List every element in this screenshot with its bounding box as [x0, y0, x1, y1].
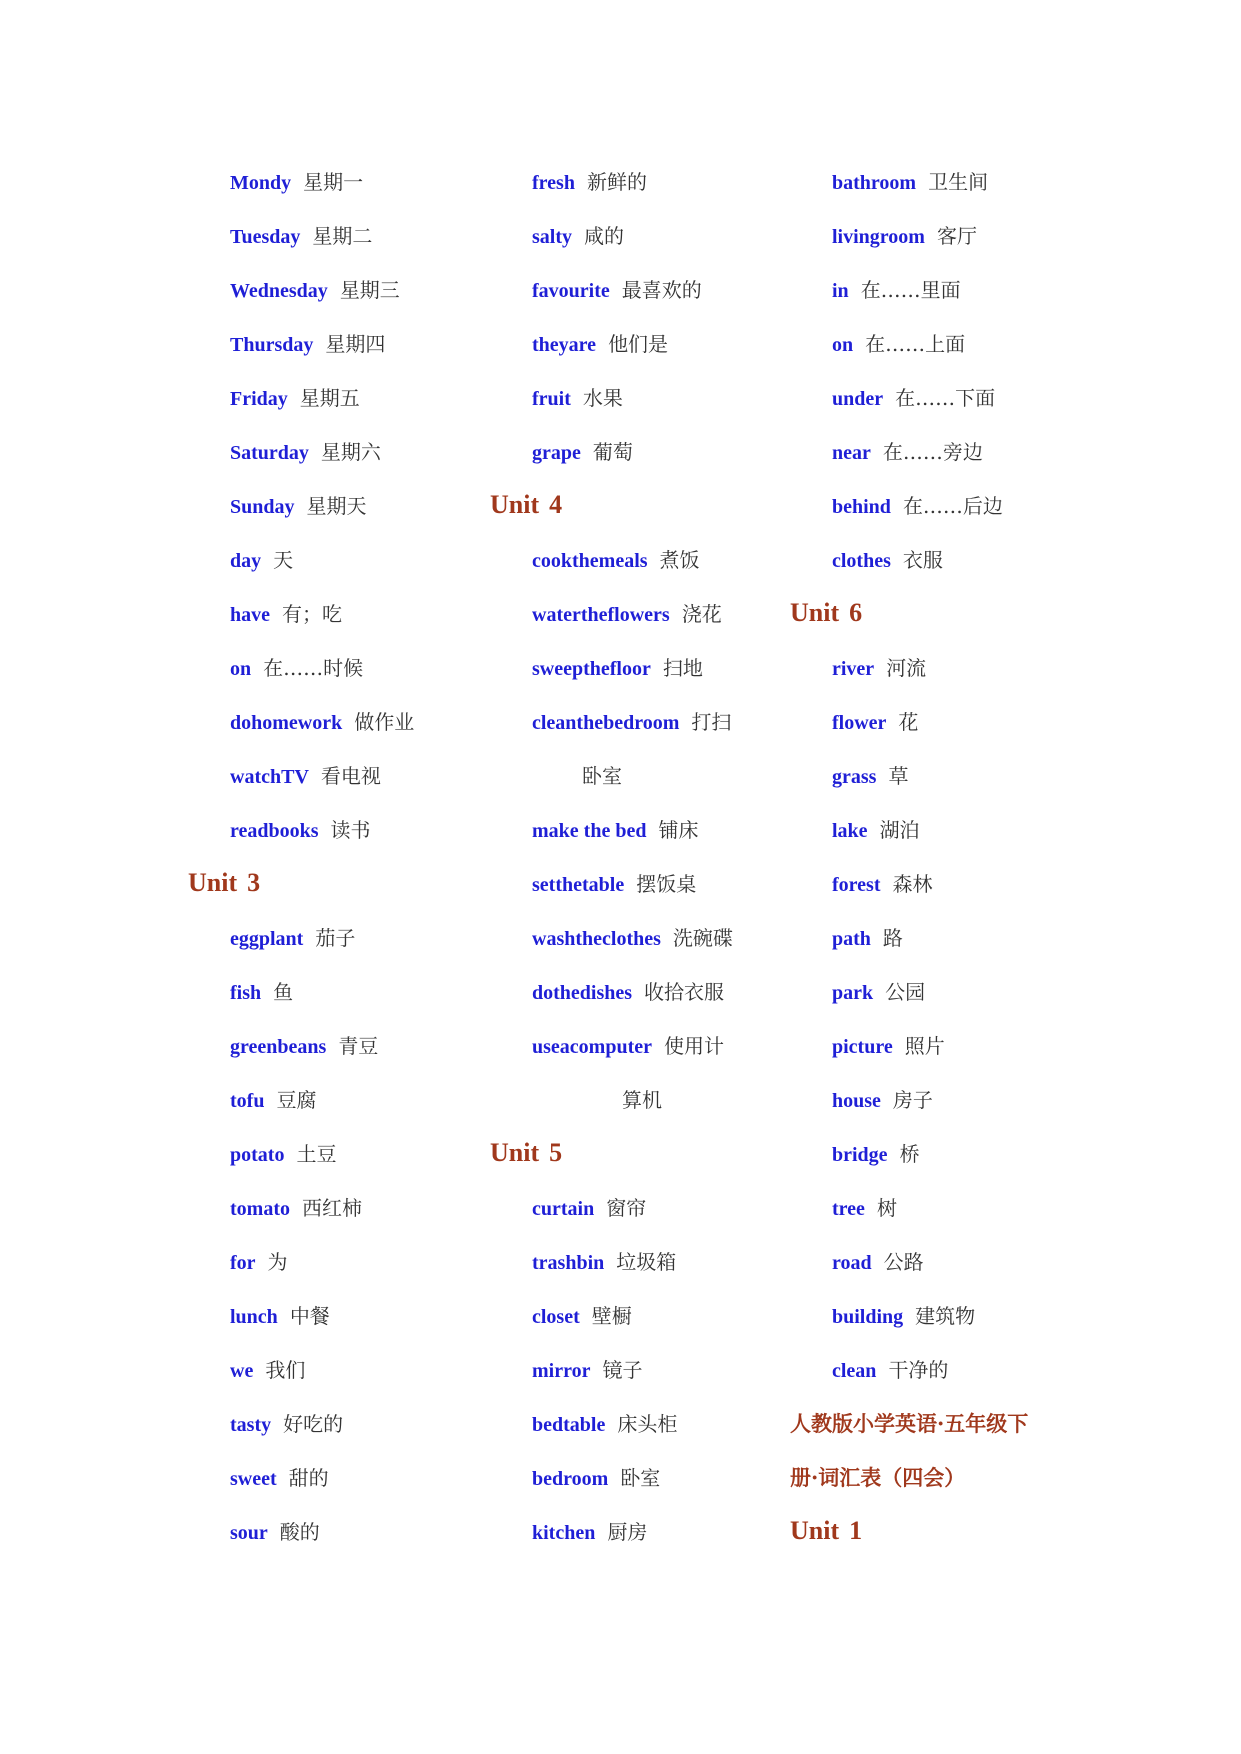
- vocab-word: eggplant: [230, 928, 304, 950]
- unit-heading-label: Unit: [490, 490, 540, 519]
- vocab-entry: [490, 382, 790, 436]
- vocab-meaning: 公路: [883, 1250, 924, 1274]
- vocab-entry: [490, 814, 790, 868]
- vocab-word: mirror: [532, 1360, 591, 1382]
- vocab-entry: [490, 976, 790, 1030]
- vocab-entry: [790, 328, 1090, 382]
- unit-heading: [490, 1138, 790, 1192]
- vocab-meaning: 我们: [265, 1358, 306, 1382]
- vocab-meaning: 壁橱: [591, 1304, 632, 1328]
- vocab-entry: [490, 1408, 790, 1462]
- vocab-word: kitchen: [532, 1522, 596, 1544]
- vocab-meaning: 厨房: [607, 1520, 648, 1544]
- vocab-word: park: [832, 982, 874, 1004]
- vocab-meaning: 公园: [885, 980, 926, 1004]
- vocab-entry: [490, 652, 790, 706]
- vocab-meaning: 星期一: [303, 170, 364, 194]
- vocab-word: dothedishes: [532, 982, 633, 1004]
- vocab-meaning: 看电视: [320, 764, 381, 788]
- vocab-entry: [790, 1138, 1090, 1192]
- vocab-word: readbooks: [230, 820, 319, 842]
- book-title-text: 人教版小学英语·五年级下: [790, 1411, 1029, 1436]
- vocab-word: bedtable: [532, 1414, 606, 1436]
- vocab-word: cleanthebedroom: [532, 712, 680, 734]
- vocab-entry: [188, 544, 488, 598]
- vocab-word: watertheflowers: [532, 604, 670, 626]
- vocab-meaning: 镜子: [602, 1358, 643, 1382]
- vocab-word: Friday: [230, 388, 288, 410]
- vocab-meaning: 草: [888, 764, 909, 788]
- unit-heading: [188, 868, 488, 922]
- vocab-entry: [188, 922, 488, 976]
- vocab-word: washtheclothes: [532, 928, 661, 950]
- book-title-line: [790, 1462, 1090, 1516]
- vocab-word: watchTV: [230, 766, 309, 788]
- vocab-entry: [790, 922, 1090, 976]
- vocab-meaning: 他们是: [608, 332, 669, 356]
- vocab-word: path: [832, 928, 871, 950]
- vocab-meaning: 洗碗碟: [672, 926, 733, 950]
- vocab-meaning: 星期四: [325, 332, 386, 356]
- vocab-entry: [188, 1462, 488, 1516]
- vocab-entry: [188, 436, 488, 490]
- vocab-word: on: [832, 334, 854, 356]
- vocab-meaning: 房子: [892, 1088, 933, 1112]
- unit-heading: [790, 598, 1090, 652]
- vocab-meaning: 土豆: [296, 1142, 337, 1166]
- vocab-meaning: 咸的: [584, 224, 624, 248]
- vocab-entry: [188, 976, 488, 1030]
- vocab-word: grape: [532, 442, 581, 464]
- vocab-entry: [490, 1462, 790, 1516]
- vocab-meaning: 新鲜的: [586, 170, 647, 194]
- unit-heading-number: 1: [849, 1516, 863, 1545]
- vocab-word: forest: [832, 874, 881, 896]
- vocab-meaning: 垃圾箱: [616, 1250, 677, 1274]
- vocab-meaning: 窗帘: [606, 1196, 647, 1220]
- vocab-meaning: 星期三: [339, 278, 400, 302]
- vocab-meaning: 星期六: [320, 440, 381, 464]
- vocab-word: lake: [832, 820, 868, 842]
- vocab-entry: [188, 490, 488, 544]
- vocab-entry: [790, 706, 1090, 760]
- vocab-word: sweet: [230, 1468, 277, 1490]
- vocab-column-3: [790, 166, 1090, 1570]
- vocab-entry: [188, 706, 488, 760]
- vocab-meaning: 扫地: [662, 656, 703, 680]
- vocab-word: bathroom: [832, 172, 917, 194]
- vocab-column-2: [490, 166, 790, 1570]
- vocab-meaning: 葡萄: [592, 440, 633, 464]
- vocab-meaning: 中餐: [289, 1304, 330, 1328]
- vocab-meaning: 有；吃: [282, 602, 342, 626]
- vocab-meaning: 做作业: [354, 710, 415, 734]
- vocab-meaning: 水果: [582, 386, 623, 410]
- vocab-word: livingroom: [832, 226, 925, 248]
- vocab-word: tree: [832, 1198, 865, 1220]
- vocab-entry: [490, 598, 790, 652]
- vocab-word: day: [230, 550, 262, 572]
- vocab-entry: [790, 1030, 1090, 1084]
- vocab-entry: [490, 1246, 790, 1300]
- vocab-word: in: [832, 280, 849, 302]
- vocab-meaning: 花: [898, 710, 919, 734]
- vocab-meaning: 干净的: [888, 1358, 949, 1382]
- vocab-entry: [490, 1030, 790, 1084]
- vocab-word: make the bed: [532, 820, 647, 842]
- unit-heading: [490, 490, 790, 544]
- vocab-word: on: [230, 658, 252, 680]
- vocab-meaning: 最喜欢的: [621, 278, 702, 302]
- vocab-meaning: 在……后边: [902, 494, 1003, 518]
- vocab-entry: [790, 490, 1090, 544]
- vocab-entry: [188, 652, 488, 706]
- vocab-word: Sunday: [230, 496, 295, 518]
- vocab-word: Wednesday: [230, 280, 328, 302]
- vocab-word: curtain: [532, 1198, 595, 1220]
- vocab-word: favourite: [532, 280, 610, 302]
- vocab-meaning: 床头柜: [617, 1412, 678, 1436]
- vocab-entry: [188, 274, 488, 328]
- vocab-meaning: 算机: [622, 1088, 662, 1112]
- vocab-word: building: [832, 1306, 904, 1328]
- vocab-entry: [490, 436, 790, 490]
- vocab-entry: [490, 922, 790, 976]
- vocab-entry: [490, 328, 790, 382]
- vocab-meaning: 好吃的: [283, 1412, 344, 1436]
- vocab-word: dohomework: [230, 712, 343, 734]
- vocab-entry: [490, 544, 790, 598]
- vocab-entry: [490, 1516, 790, 1570]
- unit-heading-label: Unit: [790, 1516, 840, 1545]
- vocab-word: cookthemeals: [532, 550, 648, 572]
- vocab-entry: [790, 760, 1090, 814]
- vocab-entry: [790, 166, 1090, 220]
- vocab-column-1: [188, 166, 488, 1570]
- vocab-meaning: 卧室: [620, 1466, 661, 1490]
- vocab-word: fish: [230, 982, 262, 1004]
- book-title-text: 册·词汇表（四会）: [790, 1465, 966, 1490]
- vocab-meaning: 森林: [892, 872, 933, 896]
- vocab-meaning: 甜的: [288, 1466, 329, 1490]
- vocab-meaning: 在……下面: [895, 386, 996, 410]
- vocab-meaning: 打扫: [691, 710, 732, 734]
- vocab-meaning: 天: [273, 548, 294, 572]
- vocab-word: near: [832, 442, 871, 464]
- vocab-meaning: 树: [876, 1196, 897, 1220]
- vocab-entry: [188, 1246, 488, 1300]
- vocab-entry: [790, 1084, 1090, 1138]
- vocab-word: under: [832, 388, 884, 410]
- vocab-entry: [188, 598, 488, 652]
- vocab-word: fruit: [532, 388, 571, 410]
- vocab-entry: [188, 1192, 488, 1246]
- vocab-meaning: 豆腐: [276, 1088, 317, 1112]
- vocab-word: flower: [832, 712, 887, 734]
- vocab-meaning: 摆饭桌: [636, 872, 697, 896]
- vocab-entry: [188, 1030, 488, 1084]
- vocab-entry: [490, 220, 790, 274]
- vocab-meaning: 星期五: [299, 386, 360, 410]
- vocab-meaning: 卧室: [582, 764, 622, 788]
- vocab-meaning: 在……时候: [263, 656, 364, 680]
- vocab-meaning: 收拾衣服: [644, 980, 725, 1004]
- vocab-meaning: 煮饭: [659, 548, 700, 572]
- vocab-entry: [188, 166, 488, 220]
- vocab-meaning-continuation: [490, 760, 790, 814]
- vocab-word: tofu: [230, 1090, 265, 1112]
- vocab-entry: [790, 1354, 1090, 1408]
- vocab-meaning: 使用计: [663, 1034, 724, 1058]
- vocab-entry: [490, 166, 790, 220]
- vocab-word: closet: [532, 1306, 580, 1328]
- vocab-entry: [490, 1354, 790, 1408]
- vocab-entry: [790, 274, 1090, 328]
- unit-heading-label: Unit: [490, 1138, 540, 1167]
- vocab-meaning: 读书: [330, 818, 371, 842]
- vocab-entry: [188, 814, 488, 868]
- vocab-word: sour: [230, 1522, 268, 1544]
- vocab-word: useacomputer: [532, 1036, 652, 1058]
- vocab-word: lunch: [230, 1306, 278, 1328]
- vocab-meaning: 照片: [904, 1034, 945, 1058]
- vocab-meaning: 铺床: [658, 818, 699, 842]
- vocab-meaning: 卫生间: [928, 170, 989, 194]
- vocab-meaning: 河流: [886, 656, 927, 680]
- vocab-meaning: 鱼: [273, 980, 294, 1004]
- vocab-entry: [188, 1354, 488, 1408]
- vocab-meaning: 为: [267, 1250, 288, 1274]
- unit-heading-number: 6: [849, 598, 863, 627]
- vocab-word: for: [230, 1252, 256, 1274]
- vocab-word: behind: [832, 496, 891, 518]
- vocab-meaning: 湖泊: [879, 818, 920, 842]
- vocab-word: salty: [532, 226, 572, 248]
- vocab-meaning-continuation: [490, 1084, 790, 1138]
- unit-heading-number: 4: [549, 490, 563, 519]
- vocab-word: picture: [832, 1036, 893, 1058]
- vocab-word: trashbin: [532, 1252, 605, 1274]
- vocab-word: Saturday: [230, 442, 309, 464]
- vocab-entry: [790, 1192, 1090, 1246]
- unit-heading-label: Unit: [790, 598, 840, 627]
- vocab-word: Mondy: [230, 172, 292, 194]
- vocab-word: grass: [832, 766, 877, 788]
- vocab-entry: [490, 1300, 790, 1354]
- vocab-entry: [188, 1300, 488, 1354]
- vocab-word: sweepthefloor: [532, 658, 651, 680]
- vocab-word: tasty: [230, 1414, 272, 1436]
- unit-heading-number: 3: [247, 868, 261, 897]
- vocab-word: bedroom: [532, 1468, 609, 1490]
- vocab-meaning: 茄子: [315, 926, 356, 950]
- vocab-word: have: [230, 604, 270, 626]
- vocab-word: bridge: [832, 1144, 888, 1166]
- vocab-word: theyare: [532, 334, 597, 356]
- vocab-entry: [790, 976, 1090, 1030]
- vocab-entry: [490, 1192, 790, 1246]
- vocab-entry: [790, 1300, 1090, 1354]
- vocab-entry: [188, 328, 488, 382]
- vocab-entry: [790, 436, 1090, 490]
- vocab-word: Tuesday: [230, 226, 301, 248]
- vocab-entry: [490, 868, 790, 922]
- vocab-entry: [790, 544, 1090, 598]
- unit-heading-label: Unit: [188, 868, 238, 897]
- vocab-word: potato: [230, 1144, 285, 1166]
- vocab-meaning: 路: [882, 926, 903, 950]
- vocab-entry: [790, 868, 1090, 922]
- vocab-meaning: 青豆: [338, 1034, 379, 1058]
- vocab-word: river: [832, 658, 875, 680]
- vocab-meaning: 在……旁边: [882, 440, 983, 464]
- vocab-entry: [188, 220, 488, 274]
- vocab-meaning: 在……上面: [865, 332, 966, 356]
- vocab-meaning: 桥: [899, 1142, 920, 1166]
- vocab-entry: [790, 382, 1090, 436]
- vocab-entry: [790, 220, 1090, 274]
- vocab-meaning: 西红柿: [301, 1196, 362, 1220]
- vocab-entry: [790, 814, 1090, 868]
- vocab-entry: [188, 1138, 488, 1192]
- vocab-entry: [490, 706, 790, 760]
- vocab-word: greenbeans: [230, 1036, 327, 1058]
- vocab-entry: [188, 760, 488, 814]
- vocab-meaning: 衣服: [902, 548, 943, 572]
- vocab-meaning: 客厅: [936, 224, 977, 248]
- vocab-meaning: 浇花: [681, 602, 722, 626]
- vocab-entry: [188, 1084, 488, 1138]
- vocab-word: we: [230, 1360, 254, 1382]
- vocab-word: setthetable: [532, 874, 625, 896]
- vocab-meaning: 在……里面: [860, 278, 961, 302]
- vocab-meaning: 星期二: [312, 224, 373, 248]
- vocab-entry: [188, 1408, 488, 1462]
- vocab-entry: [188, 382, 488, 436]
- vocab-entry: [790, 1246, 1090, 1300]
- unit-heading-number: 5: [549, 1138, 563, 1167]
- vocab-word: fresh: [532, 172, 575, 194]
- vocab-word: tomato: [230, 1198, 290, 1220]
- vocab-word: house: [832, 1090, 881, 1112]
- vocab-word: Thursday: [230, 334, 314, 356]
- book-title-line: [790, 1408, 1090, 1462]
- vocab-meaning: 建筑物: [915, 1304, 976, 1328]
- vocab-entry: [490, 274, 790, 328]
- vocab-entry: [188, 1516, 488, 1570]
- vocab-word: road: [832, 1252, 872, 1274]
- vocab-entry: [790, 652, 1090, 706]
- unit-heading: [790, 1516, 1090, 1570]
- vocab-word: clothes: [832, 550, 891, 572]
- vocab-meaning: 星期天: [306, 494, 367, 518]
- vocab-meaning: 酸的: [279, 1520, 320, 1544]
- vocab-word: clean: [832, 1360, 877, 1382]
